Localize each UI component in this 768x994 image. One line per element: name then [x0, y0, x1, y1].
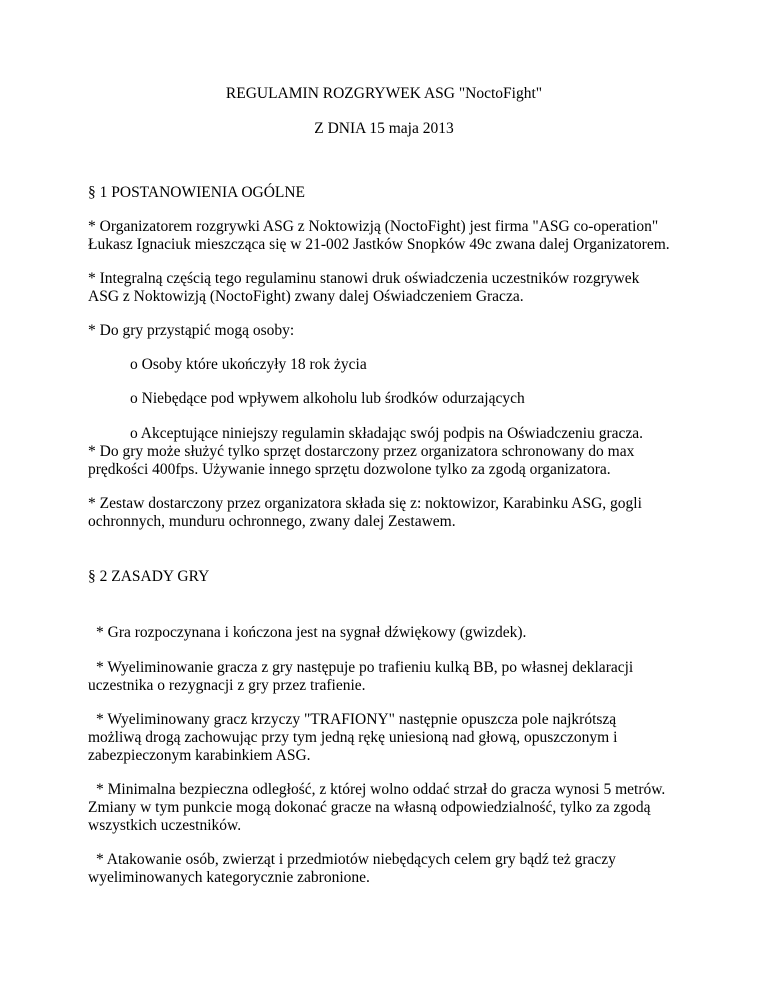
paragraph-organizer-line2: Łukasz Ignaciuk mieszcząca się w 21-002 Jastków Snopków 49c zwana dalej Organizatorem. [88, 236, 670, 253]
rule-hit-line2: możliwą drogą zachowując przy tym jedną rękę uniesioną nad głową, opuszczonym i [88, 729, 618, 746]
paragraph-organizer-line1: * Organizatorem rozgrywki ASG z Noktowizją (NoctoFight) jest firma "ASG co-operation" [88, 218, 659, 235]
rule-distance-line3: wszystkich uczestników. [88, 817, 242, 834]
list-item-accept: o Akceptujące niniejszy regulamin składając swój podpis na Oświadczeniu gracza. [130, 425, 644, 442]
section-1-heading: § 1 POSTANOWIENIA OGÓLNE [88, 184, 306, 201]
rule-attack-line1: * Atakowanie osób, zwierząt i przedmiotów niebędących celem gry bądź też graczy [96, 851, 616, 868]
rule-distance-line2: Zmiany w tym punkcie mogą dokonać gracze na własną odpowiedzialność, tylko za zgodą [88, 799, 651, 816]
paragraph-kit-line1: * Zestaw dostarczony przez organizatora składa się z: noktowizor, Karabinku ASG, gogli [88, 495, 642, 512]
paragraph-equipment-line2: prędkości 400fps. Używanie innego sprzętu dozwolone tylko za zgodą organizatora. [88, 461, 611, 478]
document-date: Z DNIA 15 maja 2013 [314, 120, 454, 137]
rule-start-signal: * Gra rozpoczynana i kończona jest na sygnał dźwiękowy (gwizdek). [96, 624, 527, 641]
rule-elimination-line2: uczestnika o rezygnacji z gry przez trafienie. [88, 677, 366, 694]
document-title: REGULAMIN ROZGRYWEK ASG "NoctoFight" [225, 85, 543, 102]
rule-attack-line2: wyeliminowanych kategorycznie zabronione. [88, 869, 370, 886]
list-item-sober: o Niebędące pod wpływem alkoholu lub środków odurzających [130, 390, 525, 407]
paragraph-kit-line2: ochronnych, munduru ochronnego, zwany dalej Zestawem. [88, 513, 456, 530]
rule-distance-line1: * Minimalna bezpieczna odległość, z której wolno oddać strzał do gracza wynosi 5 metrów. [96, 781, 666, 798]
rule-hit-line1: * Wyeliminowany gracz krzyczy "TRAFIONY" następnie opuszcza pole najkrótszą [96, 711, 617, 728]
list-item-age: o Osoby które ukończyły 18 rok życia [130, 356, 367, 373]
paragraph-equipment-line1: * Do gry może służyć tylko sprzęt dostarczony przez organizatora schronowany do max [88, 443, 635, 460]
section-2-heading: § 2 ZASADY GRY [88, 568, 210, 585]
rule-elimination-line1: * Wyeliminowanie gracza z gry następuje po trafieniu kulką BB, po własnej deklaracji [96, 659, 634, 676]
rule-hit-line3: zabezpieczonym karabinkiem ASG. [88, 747, 311, 764]
paragraph-eligibility: * Do gry przystąpić mogą osoby: [88, 322, 295, 339]
paragraph-declaration-line2: ASG z Noktowizją (NoctoFight) zwany dalej Oświadczeniem Gracza. [88, 288, 524, 305]
paragraph-declaration-line1: * Integralną częścią tego regulaminu stanowi druk oświadczenia uczestników rozgrywek [88, 270, 640, 287]
